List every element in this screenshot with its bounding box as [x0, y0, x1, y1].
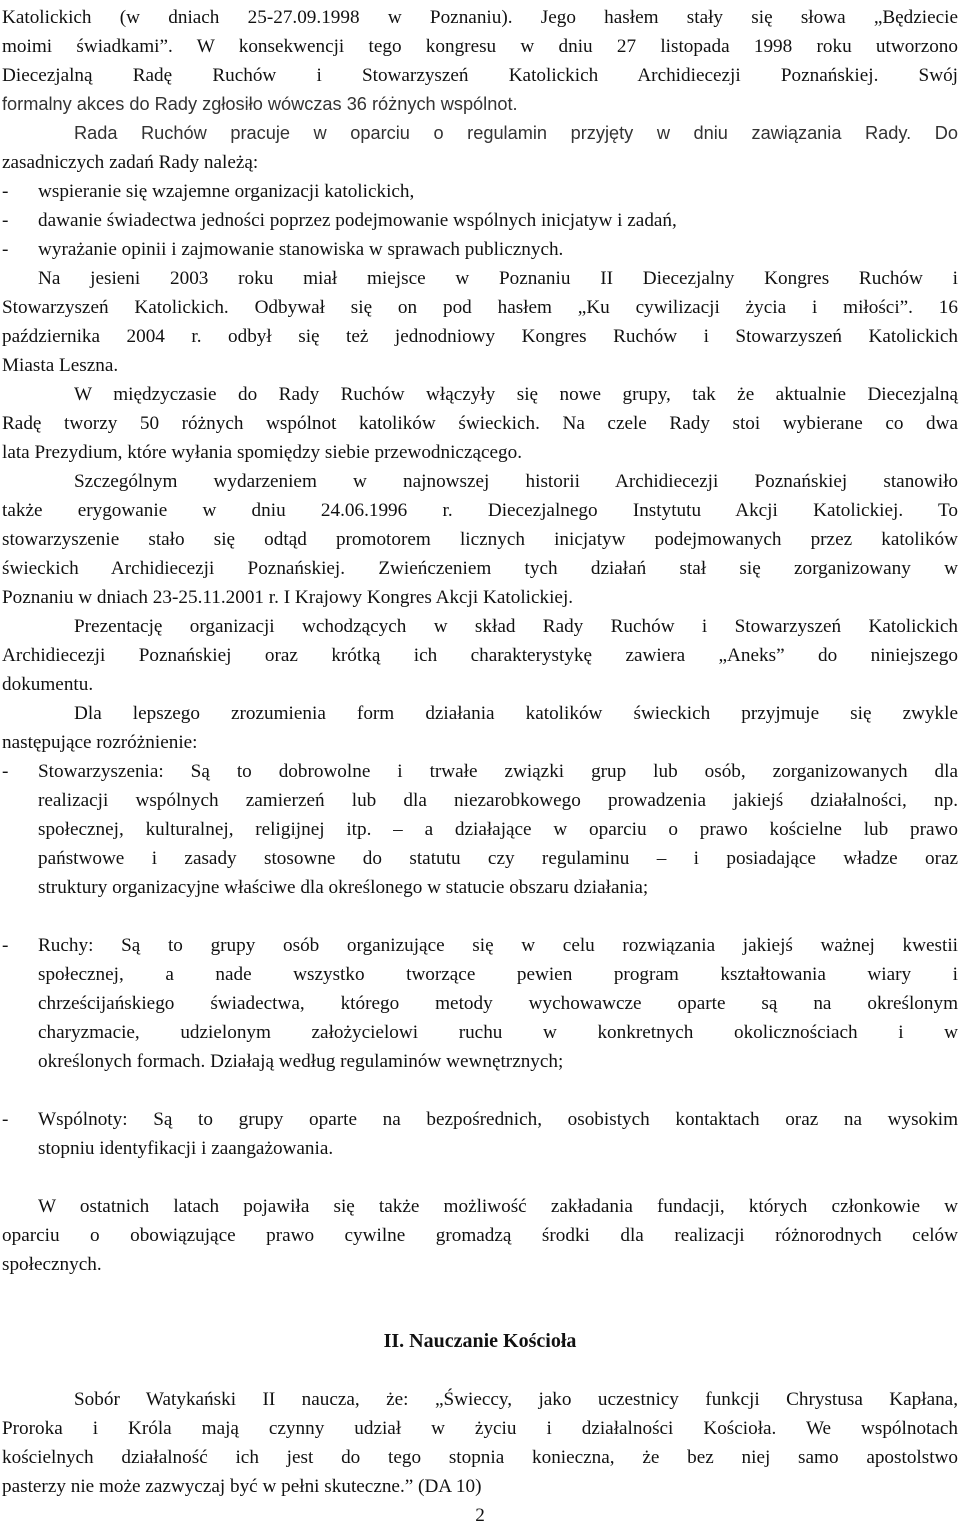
definition-line: Wspólnoty: Są to grupy oparte na bezpośrednich, osobistych kontaktach oraz na wysokim	[38, 1109, 958, 1130]
paragraph-line: Sobór Watykański II naucza, że: „Świeccy, jako uczestnicy funkcji Chrystusa Kapłana,	[74, 1389, 958, 1410]
definition-line: charyzmacie, udzielonym założycielowi ruchu w konkretnych okolicznościach i w	[38, 1022, 958, 1043]
section-heading: II. Nauczanie Kościoła	[383, 1330, 577, 1352]
paragraph-line: moimi świadkami”. W konsekwencji tego kongresu w dniu 27 listopada 1998 roku utworzono	[2, 36, 958, 57]
definition-line: społecznej, a nade wszystko tworzące pewien program kształtowania wiary i	[38, 964, 958, 985]
paragraph-line: dokumentu.	[2, 674, 94, 695]
paragraph-line: zasadniczych zadań Rady należą:	[2, 152, 259, 173]
paragraph-line: Szczególnym wydarzeniem w najnowszej historii Archidiecezji Poznańskiej stanowiło	[74, 471, 958, 492]
definition-line: realizacji wspólnych zamierzeń lub dla niezarobkowego prowadzenia jakiejś działalności, np.	[38, 790, 958, 811]
definition-line: określonych formach. Działają według regulaminów wewnętrznych;	[38, 1051, 564, 1072]
paragraph-line: października 2004 r. odbył się też jednodniowy Kongres Ruchów i Stowarzyszeń Katolickich	[2, 326, 958, 347]
paragraph-line: W ostatnich latach pojawiła się także możliwość zakładania fundacji, których członkowie w	[38, 1196, 958, 1217]
paragraph-line: lata Prezydium, które wyłania spomiędzy siebie przewodniczącego.	[2, 442, 523, 463]
paragraph-line: świeckich Archidiecezji Poznańskiej. Zwieńczeniem tych działań stał się zorganizowany w	[2, 558, 958, 579]
definition-line: struktury organizacyjne właściwe dla określonego w statucie obszaru działania;	[38, 877, 649, 898]
paragraph-line: stowarzyszenie stało się odtąd promotorem licznych inicjatyw podejmowanych przez katolików	[2, 529, 958, 550]
paragraph-line: także erygowanie w dniu 24.06.1996 r. Diecezjalnego Instytutu Akcji Katolickiej. To	[2, 500, 958, 521]
paragraph-line: Poznaniu w dniach 23-25.11.2001 r. I Krajowy Kongres Akcji Katolickiej.	[2, 587, 574, 608]
paragraph-line: Dla lepszego zrozumienia form działania katolików świeckich przyjmuje się zwykle	[74, 703, 958, 724]
paragraph-line: Proroka i Króla mają czynny udział w życiu i działalności Kościoła. We wspólnotach	[2, 1418, 958, 1439]
definition-line: państwowe i zasady stosowne do statutu czy regulaminu – i posiadające władze oraz	[38, 848, 958, 869]
paragraph-line: Stowarzyszeń Katolickich. Odbywał się on pod hasłem „Ku cywilizacji życia i miłości”. 16	[2, 297, 958, 318]
list-bullet: -	[2, 1109, 9, 1130]
paragraph-line: pasterzy nie może zazwyczaj być w pełni skuteczne.” (DA 10)	[2, 1476, 482, 1497]
list-bullet: -	[2, 239, 9, 260]
paragraph-line: oparciu o obowiązujące prawo cywilne gromadzą środki dla realizacji różnorodnych celów	[2, 1225, 958, 1246]
paragraph-line: Rada Ruchów pracuje w oparciu o regulamin przyjęty w dniu zawiązania Rady. Do	[74, 123, 958, 143]
definition-line: społecznej, kulturalnej, religijnej itp. – a działające w oparciu o prawo kościelne lub prawo	[38, 819, 958, 840]
page-number: 2	[475, 1505, 485, 1526]
list-item: dawanie świadectwa jedności poprzez podejmowanie wspólnych inicjatyw i zadań,	[38, 210, 677, 231]
list-item: wyrażanie opinii i zajmowanie stanowiska w sprawach publicznych.	[38, 239, 564, 260]
definition-line: chrześcijańskiego świadectwa, którego metody wychowawcze oparte są na określonym	[38, 993, 958, 1014]
paragraph-line: następujące rozróżnienie:	[2, 732, 198, 753]
paragraph-line: Radę tworzy 50 różnych wspólnot katolików świeckich. Na czele Rady stoi wybierane co dwa	[2, 413, 958, 434]
definition-line: stopniu identyfikacji i zaangażowania.	[38, 1138, 334, 1159]
list-bullet: -	[2, 935, 9, 956]
paragraph-line: Archidiecezji Poznańskiej oraz krótką ich charakterystykę zawiera „Aneks” do niniejszego	[2, 645, 958, 666]
paragraph-line: kościelnych działalność ich jest do tego stopnia konieczna, że bez niej samo apostolstwo	[2, 1447, 958, 1468]
paragraph-line: społecznych.	[2, 1254, 102, 1275]
paragraph-line: Katolickich (w dniach 25-27.09.1998 w Poznaniu). Jego hasłem stały się słowa „Będziecie	[2, 7, 958, 28]
list-bullet: -	[2, 210, 9, 231]
list-bullet: -	[2, 181, 9, 202]
paragraph-line: W międzyczasie do Rady Ruchów włączyły się nowe grupy, tak że aktualnie Diecezjalną	[74, 384, 958, 405]
paragraph-line: Miasta Leszna.	[2, 355, 119, 376]
paragraph-line: Diecezjalną Radę Ruchów i Stowarzyszeń Katolickich Archidiecezji Poznańskiej. Swój	[2, 65, 958, 86]
paragraph-line: Na jesieni 2003 roku miał miejsce w Poznaniu II Diecezjalny Kongres Ruchów i	[38, 268, 958, 289]
list-bullet: -	[2, 761, 9, 782]
paragraph-line: Prezentację organizacji wchodzących w skład Rady Ruchów i Stowarzyszeń Katolickich	[74, 616, 958, 637]
definition-line: Ruchy: Są to grupy osób organizujące się w celu rozwiązania jakiejś ważnej kwestii	[38, 935, 958, 956]
definition-line: Stowarzyszenia: Są to dobrowolne i trwałe związki grup lub osób, zorganizowanych dla	[38, 761, 958, 782]
paragraph-line: formalny akces do Rady zgłosiło wówczas 36 różnych wspólnot.	[2, 94, 518, 114]
list-item: wspieranie się wzajemne organizacji katolickich,	[38, 181, 415, 202]
